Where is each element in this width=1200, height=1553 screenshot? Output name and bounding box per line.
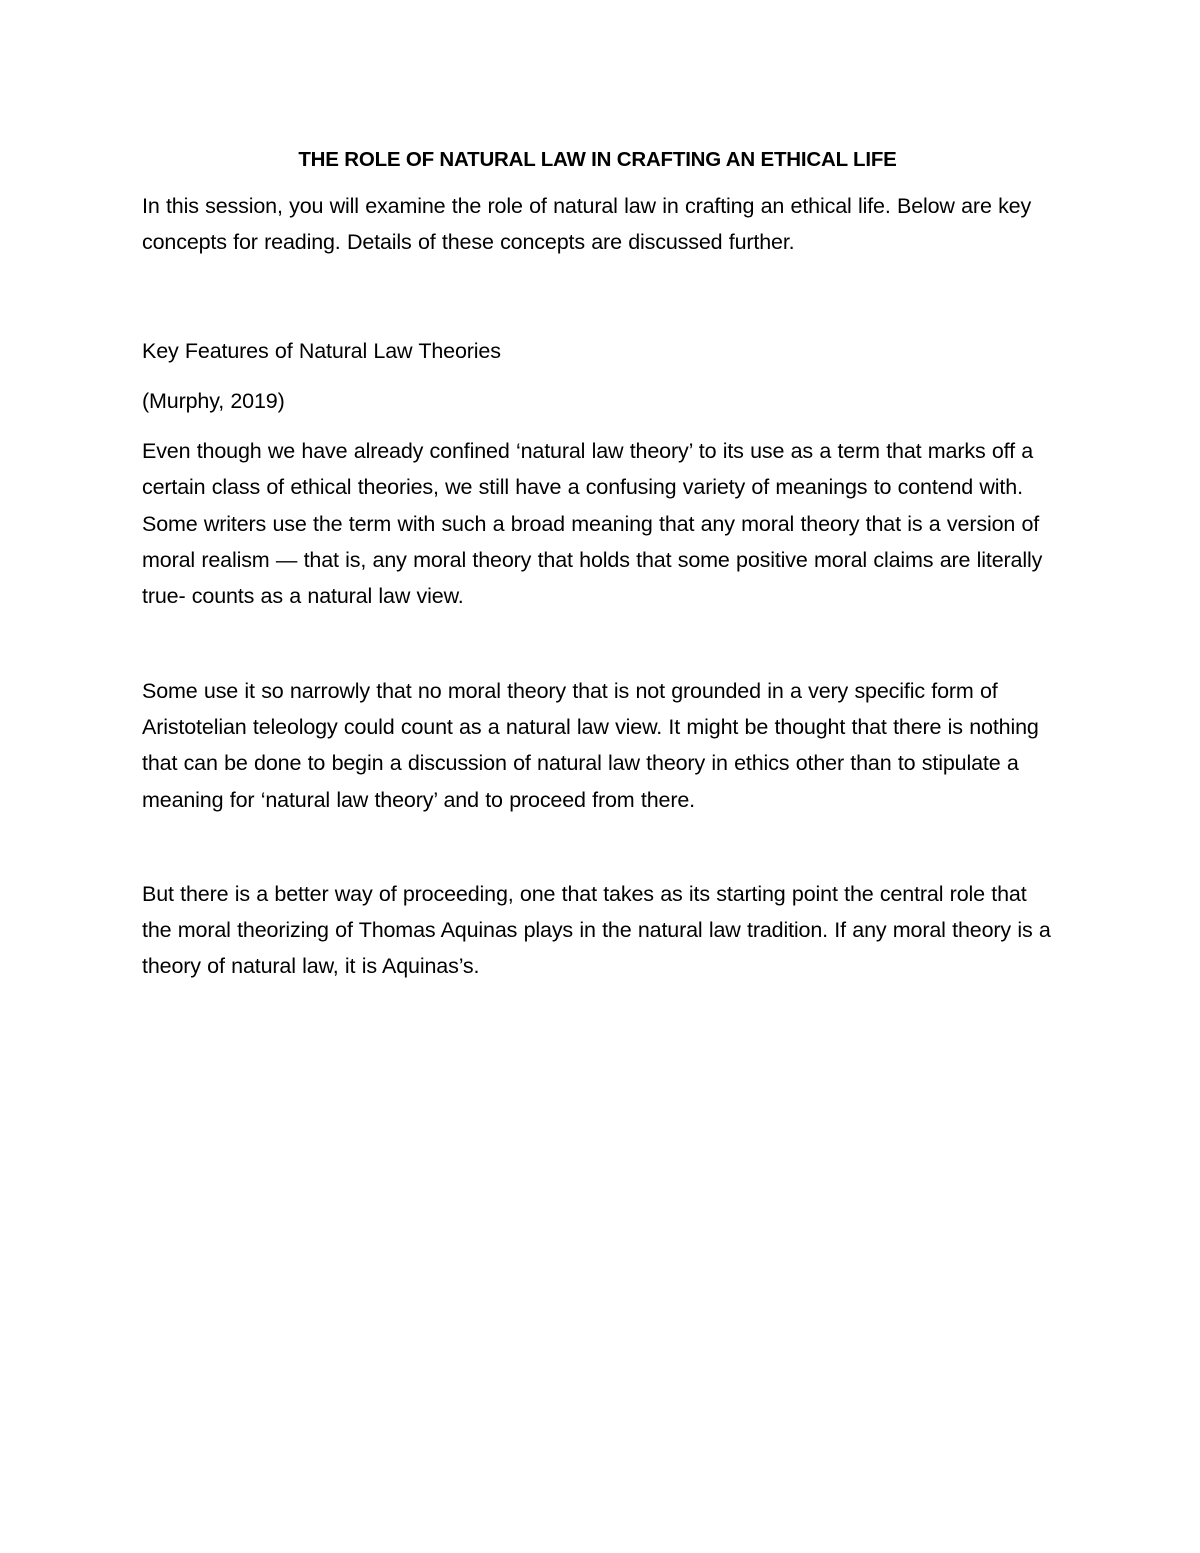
- body-paragraph-3: But there is a better way of proceeding, one that takes as its starting point the central role that the moral theorizing of Thomas Aquinas plays in the natural law tradition. If any moral theory is a theory of natural law, it is Aquinas’s.: [142, 881, 1051, 979]
- body-paragraph-1: Even though we have already confined ‘natural law theory’ to its use as a term that marks off a certain class of ethical theories, we still have a confusing variety of meanings to contend with. Some writers use the term with such a broad meaning that any moral theory that is a version of moral realism — that is, any moral theory that holds that some positive moral claims are literally true- counts as a natural law view.: [142, 439, 1043, 609]
- body-paragraph-2: Some use it so narrowly that no moral theory that is not grounded in a very specific form of Aristotelian teleology could count as a natural law view. It might be thought that there is nothing that can be done to begin a discussion of natural law theory in ethics other than to stipulate a meaning for ‘natural law theory’ and to proceed from there.: [142, 678, 1039, 812]
- spacer: [142, 419, 1057, 433]
- spacer: [142, 615, 1057, 673]
- spacer: [142, 369, 1057, 383]
- spacer: [142, 261, 1057, 333]
- spacer: [142, 818, 1057, 876]
- document-body: [142, 146, 1057, 985]
- intro-paragraph: In this session, you will examine the role of natural law in crafting an ethical life. Below are key concepts for reading. Details of these concepts are discussed further.: [142, 194, 1032, 255]
- section-heading: Key Features of Natural Law Theories: [142, 338, 501, 363]
- document-title: THE ROLE OF NATURAL LAW IN CRAFTING AN ETHICAL LIFE: [298, 148, 897, 171]
- citation: (Murphy, 2019): [142, 388, 285, 413]
